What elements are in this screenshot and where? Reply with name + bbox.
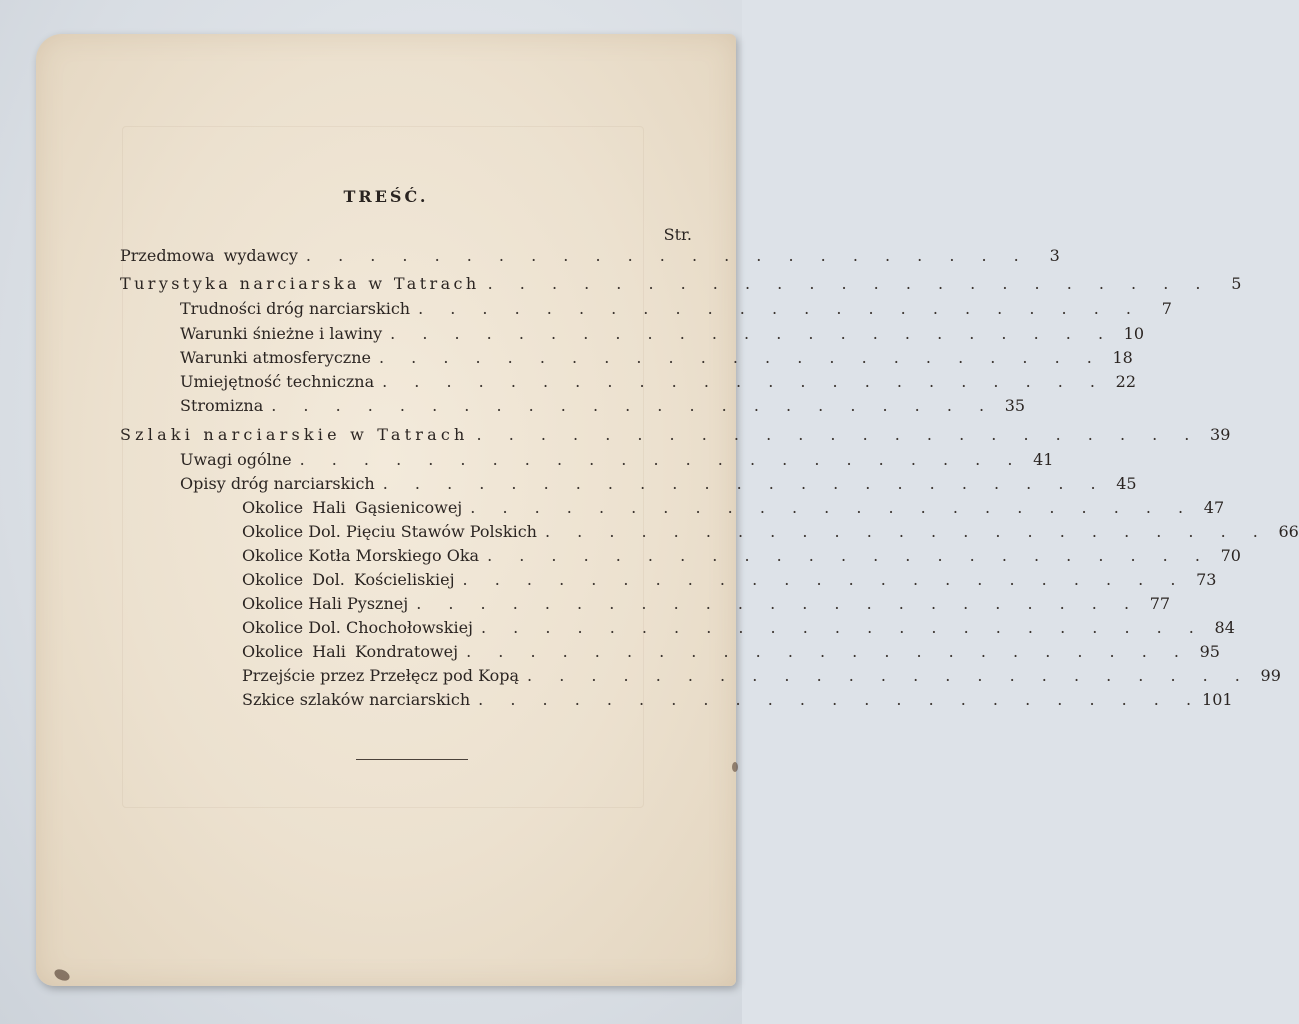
toc-leader-dots: . . . . . . . . . . . . . . . . . . . . . . . bbox=[305, 246, 1030, 265]
toc-leader-dots: . . . . . . . . . . . . . . . . . . . . . . . bbox=[416, 594, 1141, 613]
closing-rule bbox=[356, 759, 468, 760]
toc-entry-label: Okolice Hali Pysznej bbox=[242, 594, 409, 613]
toc-leader-dots: . . . . . . . . . . . . . . . . . . . . . . . bbox=[487, 274, 1212, 293]
page-column-label: Str. bbox=[663, 225, 692, 244]
toc-entry bbox=[242, 690, 1233, 714]
toc-entry bbox=[180, 299, 1172, 323]
toc-entry-label: Opisy dróg narciarskich bbox=[180, 474, 375, 493]
toc-leader-dots: . . . . . . . . . . . . . . . . . . . . . . . bbox=[271, 396, 996, 415]
toc-entry bbox=[242, 522, 1299, 546]
toc-entry-page: 39 bbox=[1210, 425, 1231, 444]
book-page bbox=[36, 34, 1299, 986]
toc-entry bbox=[242, 642, 1220, 666]
toc-entry-label: Warunki atmosferyczne bbox=[180, 348, 371, 367]
toc-entry bbox=[242, 570, 1217, 594]
toc-entry-page: 7 bbox=[1161, 299, 1172, 318]
toc-leader-dots: . . . . . . . . . . . . . . . . . . . . . . . bbox=[382, 372, 1106, 391]
toc-entry bbox=[180, 324, 1145, 348]
toc-entry-label: Okolice Hali Kondratowej bbox=[242, 642, 459, 661]
toc-entry bbox=[242, 618, 1235, 642]
toc-entry-page: 45 bbox=[1116, 474, 1137, 493]
toc-entry-label: Szlaki narciarskie w Tatrach bbox=[120, 425, 469, 444]
toc-entry bbox=[242, 666, 1281, 690]
toc-entry bbox=[180, 396, 1026, 420]
toc-entry-page: 84 bbox=[1214, 618, 1235, 637]
toc-leader-dots: . . . . . . . . . . . . . . . . . . . . . . . bbox=[382, 474, 1107, 493]
toc-entry-page: 18 bbox=[1112, 348, 1133, 367]
toc-entry-page: 22 bbox=[1115, 372, 1136, 391]
toc-leader-dots: . . . . . . . . . . . . . . . . . . . . . . . bbox=[527, 666, 1251, 685]
toc-entry-label: Przejście przez Przełęcz pod Kopą bbox=[242, 666, 520, 685]
toc-entry bbox=[180, 348, 1133, 372]
toc-entry-page: 95 bbox=[1199, 642, 1220, 661]
toc-entry bbox=[180, 372, 1136, 396]
toc-entry bbox=[242, 546, 1241, 570]
toc-leader-dots: . . . . . . . . . . . . . . . . . . . . . . . bbox=[487, 546, 1211, 565]
toc-entry-page: 77 bbox=[1149, 594, 1171, 613]
toc-leader-dots: . . . . . . . . . . . . . . . . . . . . . . . bbox=[544, 522, 1269, 541]
toc-entry-label: Trudności dróg narciarskich bbox=[180, 299, 411, 318]
toc-entry-label: Przedmowa wydawcy bbox=[120, 246, 298, 265]
toc-entry-page: 66 bbox=[1278, 522, 1299, 541]
toc-leader-dots: . . . . . . . . . . . . . . . . . . . . . . . bbox=[418, 299, 1142, 318]
toc-entry bbox=[180, 474, 1137, 498]
toc-entry-label: Stromizna bbox=[180, 396, 264, 415]
page-title: TREŚĆ. bbox=[343, 187, 429, 206]
toc-leader-dots: . . . . . . . . . . . . . . . . . . . . . . . bbox=[378, 348, 1103, 367]
toc-leader-dots: . . . . . . . . . . . . . . . . . . . . . . . bbox=[470, 498, 1195, 517]
toc-entry-label: Turystyka narciarska w Tatrach bbox=[120, 274, 480, 293]
toc-entry bbox=[120, 246, 1060, 270]
toc-entry-label: Szkice szlaków narciarskich bbox=[242, 690, 471, 709]
toc-entry-label: Okolice Hali Gąsienicowej bbox=[242, 498, 463, 517]
toc-entry-label: Okolice Dol. Kościeliskiej bbox=[242, 570, 455, 589]
toc-entry-page: 5 bbox=[1231, 274, 1242, 293]
toc-entry-page: 35 bbox=[1004, 396, 1026, 415]
toc-entry bbox=[242, 498, 1225, 522]
toc-leader-dots: . . . . . . . . . . . . . . . . . . . . . . . bbox=[462, 570, 1187, 589]
toc-entry-page: 3 bbox=[1049, 246, 1060, 265]
toc-entry-page: 99 bbox=[1260, 666, 1281, 685]
toc-leader-dots: . . . . . . . . . . . . . . . . . . . . . . . bbox=[481, 618, 1205, 637]
toc-entry-page: 10 bbox=[1123, 324, 1145, 343]
toc-entry bbox=[180, 450, 1054, 474]
toc-entry-label: Okolice Kotła Morskiego Oka bbox=[242, 546, 480, 565]
toc-entry-label: Warunki śnieżne i lawiny bbox=[180, 324, 383, 343]
toc-leader-dots: . . . . . . . . . . . . . . . . . . . . . . . bbox=[476, 425, 1201, 444]
toc-entry bbox=[242, 594, 1171, 618]
toc-leader-dots: . . . . . . . . . . . . . . . . . . . . . . . bbox=[299, 450, 1024, 469]
toc-entry bbox=[120, 274, 1242, 298]
toc-entry-page: 41 bbox=[1033, 450, 1054, 469]
toc-leader-dots: . . . . . . . . . . . . . . . . . . . . . . . bbox=[466, 642, 1190, 661]
toc-entry-label: Okolice Dol. Chochołowskiej bbox=[242, 618, 473, 637]
toc-entry bbox=[120, 425, 1231, 449]
table-of-contents bbox=[36, 34, 1299, 986]
toc-entry-page: 70 bbox=[1220, 546, 1241, 565]
toc-entry-page: 73 bbox=[1196, 570, 1217, 589]
toc-entry-page: 47 bbox=[1203, 498, 1225, 517]
toc-entry-page: 101 bbox=[1202, 690, 1233, 709]
toc-entry-label: Okolice Dol. Pięciu Stawów Polskich bbox=[242, 522, 537, 541]
toc-leader-dots: . . . . . . . . . . . . . . . . . . . . . . . bbox=[390, 324, 1115, 343]
toc-entry-label: Umiejętność techniczna bbox=[180, 372, 375, 391]
toc-entry-label: Uwagi ogólne bbox=[180, 450, 292, 469]
toc-leader-dots: . . . . . . . . . . . . . . . . . . . . . . . bbox=[478, 690, 1203, 709]
